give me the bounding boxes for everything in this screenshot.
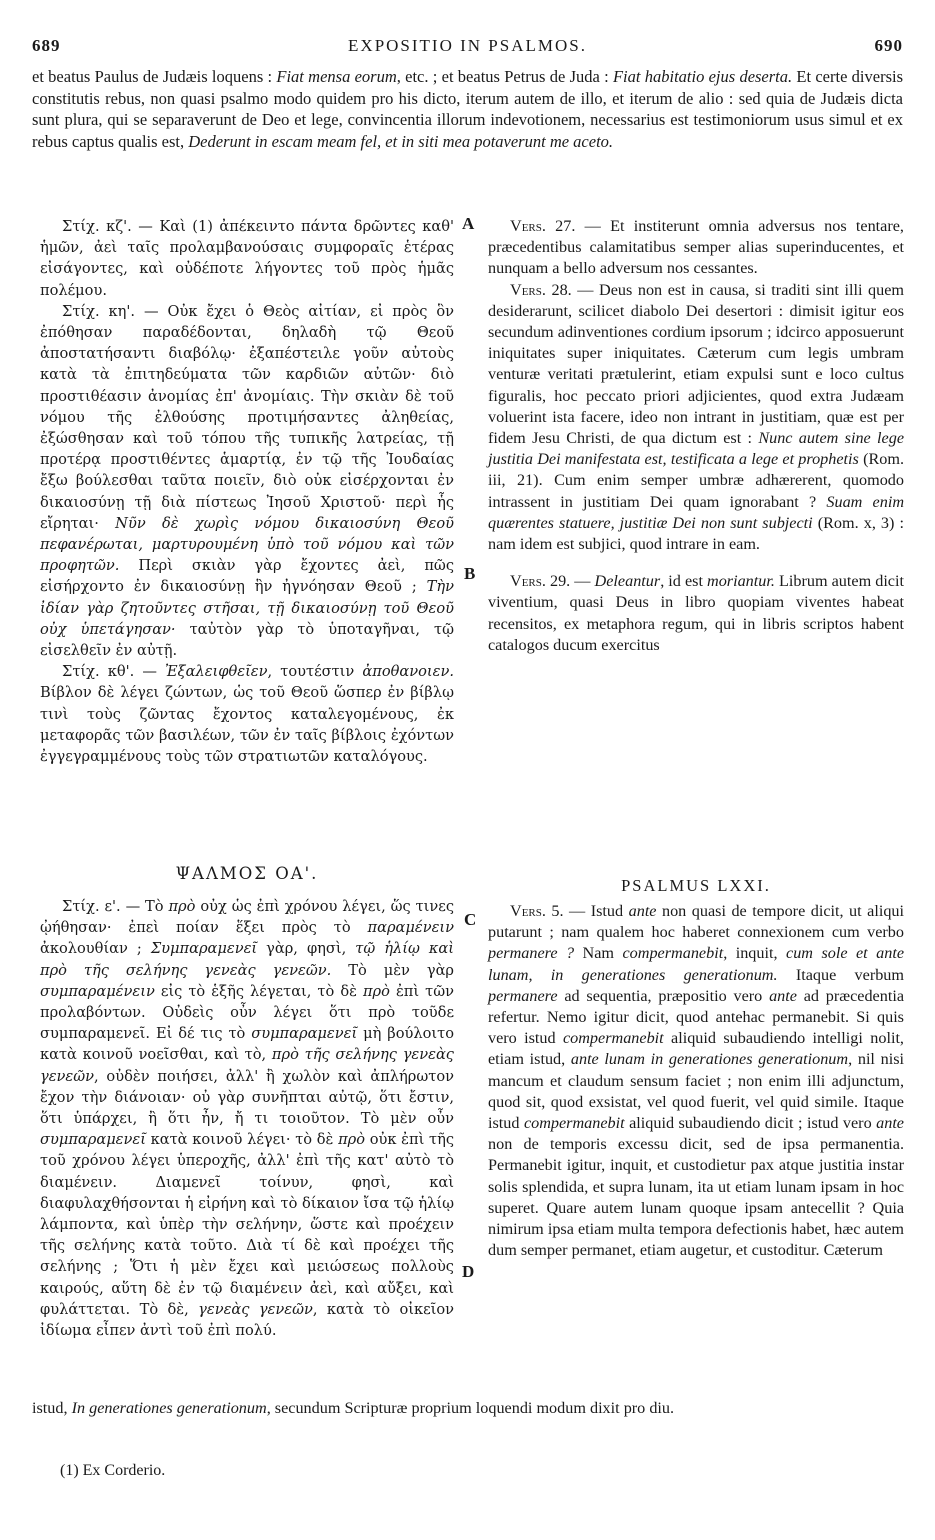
- latin-text: (Rom. x, 3) : nam idem est subjici, quod intrare in eam.: [488, 513, 904, 554]
- greek-text: οὐκ ἐπὶ τῆς τοῦ χρόνου λέγει ὑπεροχῆς, ἀλλ' ἐπὶ τῆς κατ' αὐτὸ τὸ διαμένειν. Διαμενεῖ τοίνυν, φησὶ, καὶ διαφυλαχθήσονται ἡ εἰρήνη καὶ τὸ δίκαιον ἴσα τῷ ἡλίῳ λάμποντα, καὶ ὑπὲρ τὴν σελήνην, ὥστε καὶ προέχειν τῆς σελήνης κατὰ τοῦτο. Διὰ τί δὲ καὶ προέχει τῆς σελήνης ; Ὅτι ἡ μὲν ἔχει καὶ μειώσεως πολλοὺς καιρούς, αὕτη δὲ ἐν τῷ διαμένειν ἀεὶ, καὶ αὔξει, καὶ φυλάττεται. Τὸ δὲ,: [40, 1131, 454, 1318]
- greek-text: , τουτέστιν: [267, 663, 363, 681]
- latin-text: ad præcedentia refertur. Nemo igitur dicit, quod antehac permanebit. Si quis vero istud: [488, 986, 904, 1048]
- latin-text: non quasi de tempore dicit, ut aliqui putarunt ; nam qualem hoc haberet connexionem cum verbo: [488, 902, 905, 942]
- latin-quote: permanere: [488, 986, 558, 1005]
- intro-quote: Fiat mensa eorum: [276, 67, 397, 86]
- intro-text: et beatus Paulus de Judæis loquens :: [32, 67, 277, 86]
- greek-text: μὴ βούλοιτο κατὰ κοινοῦ νοεῖσθαι, καὶ τὸ,: [40, 1025, 454, 1064]
- greek-quote: γενεὰς γενεῶν: [198, 1300, 313, 1318]
- latin-text: — Et institerunt omnia adversus nos tentare, præcedentibus calamitatibus semper alias superinducentes, et nunquam a bello adversum nos cessantes.: [488, 217, 904, 278]
- latin-text: non de temporis excessu dicit, sed de ipsa permanentia. Permanebit igitur, inquit, et custodietur pax atque justitia instar solis splendida, et supra lunam, ita ut etiam lunam ipsam in hoc superet. Quare autem lunam quoque ipsam antecellit ? Quia nimirum ipsa etiam multa tempora defectionis habet, hæc autem dum semper permanet, etiam augetur, et custoditur. Cæterum: [488, 1135, 904, 1260]
- greek-quote: πρὸ: [362, 982, 390, 1000]
- greek-text: εἰς τὸ ἑξῆς λέγεται, τὸ δὲ: [154, 982, 363, 1000]
- greek-text: ἐπὶ τῶν προλαβόντων. Οὐδεὶς οὖν λέγει ὅτι πρὸ τοῦδε συμπαραμενεῖ. Εἰ δέ τις τὸ: [40, 982, 454, 1043]
- latin-quote: Nunc autem sine lege justitia Dei manifestata est, testificata a lege et prophetis: [488, 429, 905, 469]
- latin-psalm-71-verse-5: [488, 901, 904, 1261]
- latin-text: , id est: [660, 572, 707, 591]
- latin-text: Librum autem dicit viventium, quasi Deus in libro quopiam viventes habeat recensitos, ex metaphora regum, qui in libris scriptos habent catalogos ducum exercitus: [488, 572, 904, 654]
- latin-column-upper: [488, 216, 904, 656]
- latin-text: aliquid subaudiendo intelligi nolit, etiam istud,: [488, 1029, 904, 1069]
- greek-text: Βίβλον δὲ λέγει ζώντων, ὡς τοῦ Θεοῦ ὥσπερ ἐν βίβλῳ τινὶ τοὺς ζῶντας ἔχοντος καταλεγομένους, ἐκ μεταφορᾶς τῶν βασιλέων, τῶν ἐν ταῖς βίβλοις ἐχόντων ἐγγεγραμμένους τοὺς τῶν στρατιωτῶν καταλόγους.: [40, 684, 454, 766]
- latin-quote: permanere ?: [488, 944, 575, 963]
- latin-text: ad sequentia, præpositio vero: [557, 986, 770, 1005]
- greek-text: ταὐτὸν γὰρ τὸ ὑποταγῆναι, τῷ εἰσελθεῖν ἐν αὐτῇ.: [40, 620, 455, 660]
- greek-text: Στίχ. ε'. — Τὸ: [62, 898, 169, 915]
- greek-text: Στίχ. κθ'. —: [62, 663, 166, 681]
- latin-quote: Deleantur: [594, 572, 661, 591]
- greek-quote: ἀποθανοιεν.: [362, 663, 454, 681]
- margin-marker-a: A: [462, 214, 475, 233]
- latin-quote: ante: [876, 1114, 904, 1133]
- latin-verse-28: [488, 280, 904, 556]
- greek-quote: συμπαραμενεῖ: [40, 1131, 146, 1149]
- intro-text: , etc. ; et beatus Petrus de Juda :: [396, 67, 613, 86]
- greek-psalm-71-verse-5: [40, 896, 454, 1341]
- margin-marker-c: C: [464, 910, 477, 929]
- verse-label: Vers. 29.: [510, 572, 571, 591]
- greek-text: , κατὰ τὸ οἰκεῖον ἰδίωμα εἶπεν ἀντὶ τοῦ ἐπὶ πολύ.: [40, 1300, 455, 1340]
- running-title: EXPOSITIO IN PSALMOS.: [348, 36, 587, 55]
- greek-quote: συμπαραμένειν: [40, 982, 155, 1000]
- intro-text: Et certe diversis constitutis rebus, non quasi psalmo modo quidem pro his dicto, iterum autem de illo, et iterum de alio : sed quia de Judæis dicta sunt plura, qui se separaverunt de Deo et lege, convincentia illorum indevotionem, necessarius est testimoniorum usus simul et ex rebus captus qualis est,: [32, 67, 904, 151]
- greek-text: ἀκολουθίαν ;: [40, 940, 151, 958]
- page-number-left: 689: [32, 36, 61, 55]
- latin-text: , inquit,: [723, 944, 787, 963]
- latin-quote: ante: [769, 986, 797, 1005]
- latin-quote: compermanebit: [523, 1114, 625, 1133]
- latin-text: — Istud: [563, 902, 629, 920]
- greek-quote: πρὸ: [338, 1131, 366, 1149]
- verse-label: Vers. 5.: [510, 902, 564, 920]
- greek-verse-28: [40, 301, 454, 661]
- latin-quote: moriantur.: [707, 572, 775, 591]
- greek-verse-27: Στίχ. κζ'. — Καὶ (1) ἀπέκειντο πάντα δρῶντες καθ' ἡμῶν, ἀεὶ ταῖς προλαμβανούσαις συμφοραῖς ἑτέρας εἰσάγοντες, καὶ οὐδέποτε λήγοντες τοῦ πρὸς ἡμᾶς πολέμου.: [40, 218, 454, 299]
- verse-label: Vers. 28.: [510, 280, 572, 299]
- greek-verse-29: [40, 661, 454, 767]
- closing-text: , secundum Scripturæ proprium loquendi modum dixit pro diu.: [266, 1399, 675, 1417]
- page-number-right: 690: [874, 36, 903, 55]
- latin-verse-29: [488, 571, 904, 656]
- latin-quote: cum sole et ante lunam, in generationes generationum.: [488, 944, 905, 984]
- latin-quote: ante lunam in generationes generationum: [570, 1050, 849, 1069]
- greek-psalm-heading: ΨΑΛΜΟΣ ΟΑ'.: [175, 864, 319, 883]
- verse-label: Vers. 27.: [510, 217, 576, 235]
- margin-marker-d: D: [462, 1262, 475, 1281]
- greek-text: γὰρ, φησὶ,: [257, 940, 356, 958]
- margin-marker-b: B: [464, 564, 476, 583]
- greek-quote: πρὸ τῆς σελήνης γενεὰς γενεῶν: [40, 1046, 454, 1085]
- greek-quote: τῷ ἡλίῳ καὶ πρὸ τῆς σελήνης γενεὰς γενεῶν.: [40, 940, 455, 979]
- latin-text: , nil nisi mancum et claudum sensum faciet ; non enim illi adjunctum, quod sit, quod exsistat, vel quod fuerit, vel quid simile. Itaque istud: [488, 1050, 905, 1133]
- greek-text: οὐχ ὡς ἐπὶ χρόνου λέγει, ὥς τινες ᾠήθησαν· ἐπεὶ ποίαν ἕξει πρὸς τὸ: [40, 898, 455, 937]
- footnote: (1) Ex Corderio.: [60, 1462, 166, 1479]
- greek-text: Τὸ μὲν γὰρ: [331, 961, 454, 979]
- latin-quote: compermanebit: [622, 944, 724, 963]
- greek-quote: Ἐξαλειφθεῖεν: [165, 663, 268, 681]
- running-header: [32, 36, 903, 58]
- latin-quote: compermanebit: [562, 1029, 664, 1048]
- closing-line: [32, 1398, 903, 1419]
- latin-text: (Rom. iii, 21). Cum enim semper umbræ adhærerent, quomodo intrassent in justitiam Dei quam ignorabant ?: [488, 450, 905, 511]
- latin-text: aliquid subaudiendo dicit ; istud vero: [624, 1114, 877, 1133]
- latin-column-lower: [488, 901, 904, 1261]
- greek-column-lower: [40, 896, 454, 1341]
- latin-text: Nam: [574, 944, 623, 963]
- greek-column-upper: [40, 216, 454, 767]
- greek-quote: συμπαραμενεῖ: [251, 1025, 358, 1043]
- greek-quote: Νῦν δὲ χωρὶς νόμου δικαιοσύνη Θεοῦ πεφανέρωται, μαρτυρουμένη ὑπὸ τοῦ νόμου καὶ τῶν προφητῶν.: [40, 514, 454, 575]
- greek-quote: πρὸ: [168, 898, 196, 915]
- latin-quote: Suam enim quærentes statuere, justitiæ Dei non sunt subjecti: [488, 492, 905, 532]
- greek-text: , οὐδὲν ποιήσει, ἀλλ' ἢ χωλὸν καὶ ἀπλήρωτον ἔχον τὴν διάνοιαν· οὐ γὰρ συνῆπται αὐτῷ, ὅτι ἔστιν, ὅτι ὑπάρχει, ἢ ὅτι ἦν, ἤ τι τοιοῦτον. Τὸ μὲν οὖν: [40, 1067, 454, 1128]
- intro-paragraph: [32, 66, 903, 152]
- latin-text: —: [570, 572, 595, 591]
- latin-text: — Deus non est in causa, si traditi sint illi quem desiderarunt, scilicet diabolo Dei desertori : dimisit igitur eos secundum adinventiones cordium ipsorum ; idcirco apposuerunt iniquitates super iniquitates. Cæterum cum legis umbram venturæ veritati prætulerint, etiam expulsi sunt e loco cultus figuralis, hoc peccato priori adjicientes, quod extra Judæam voluerint ista facere, ideo non intrant in justitiam, quæ est per fidem Jesu Christi, de qua dictum est :: [488, 280, 904, 448]
- closing-quote: In generationes generationum: [71, 1399, 267, 1417]
- latin-quote: ante: [628, 902, 657, 920]
- greek-quote: παραμένειν: [367, 919, 454, 937]
- spacer: [488, 555, 904, 571]
- intro-quote: Fiat habitatio ejus deserta.: [612, 67, 793, 86]
- closing-text: istud,: [32, 1399, 72, 1417]
- latin-psalm-heading: PSALMUS LXXI.: [621, 876, 771, 895]
- greek-quote: Συμπαραμενεῖ: [150, 940, 258, 958]
- intro-quote: Dederunt in escam meam fel, et in siti mea potaverunt me aceto.: [188, 131, 614, 151]
- greek-text: Στίχ. κη'. — Οὐκ ἔχει ὁ Θεὸς αἰτίαν, εἰ πρὸς ὃν ἐπόθησαν παραδέδονται, δηλαδὴ τῷ Θεοῦ ἀποστατήσαντι διαβόλῳ· ἐξαπέστειλε γοῦν αὐτοὺς κατὰ τὰ ἐπιτηδεύματα τῶν καρδιῶν αὐτῶν· διὸ προστιθέασιν ἀνομίας ἐπ' ἀνομίαις. Τὴν σκιὰν δὲ τοῦ νόμου τῆς ἐλθούσης προτιμήσαντες ἀληθείας, ἐξώσθησαν καὶ τοῦ τόπου τῆς τυπικῆς λατρείας, τῇ προτέρᾳ προστιθέντες ἁμαρτίᾳ, ἐν τῷ τῆς Ἰουδαίας ἔξω βούλεσθαι ταῦτα ποιεῖν, διὸ οὐκ εἰσέρχονται ἐν δικαιοσύνῃ τῇ διὰ πίστεως Ἰησοῦ Χριστοῦ· περὶ ἧς εἴρηται·: [40, 302, 454, 532]
- greek-quote: Τὴν ἰδίαν γὰρ ζητοῦντες στῆσαι, τῇ δικαιοσύνῃ τοῦ Θεοῦ οὐχ ὑπετάγησαν·: [40, 578, 454, 638]
- latin-verse-27: [488, 216, 904, 280]
- greek-text: Περὶ σκιὰν γὰρ ἔχοντες ἀεὶ, πῶς εἰσήρχοντο ἐν δικαιοσύνῃ ἣν ἠγνόησαν Θεοῦ ;: [40, 557, 454, 596]
- greek-text: κατὰ κοινοῦ λέγει· τὸ δὲ: [145, 1131, 339, 1149]
- latin-text: Itaque verbum: [777, 965, 904, 984]
